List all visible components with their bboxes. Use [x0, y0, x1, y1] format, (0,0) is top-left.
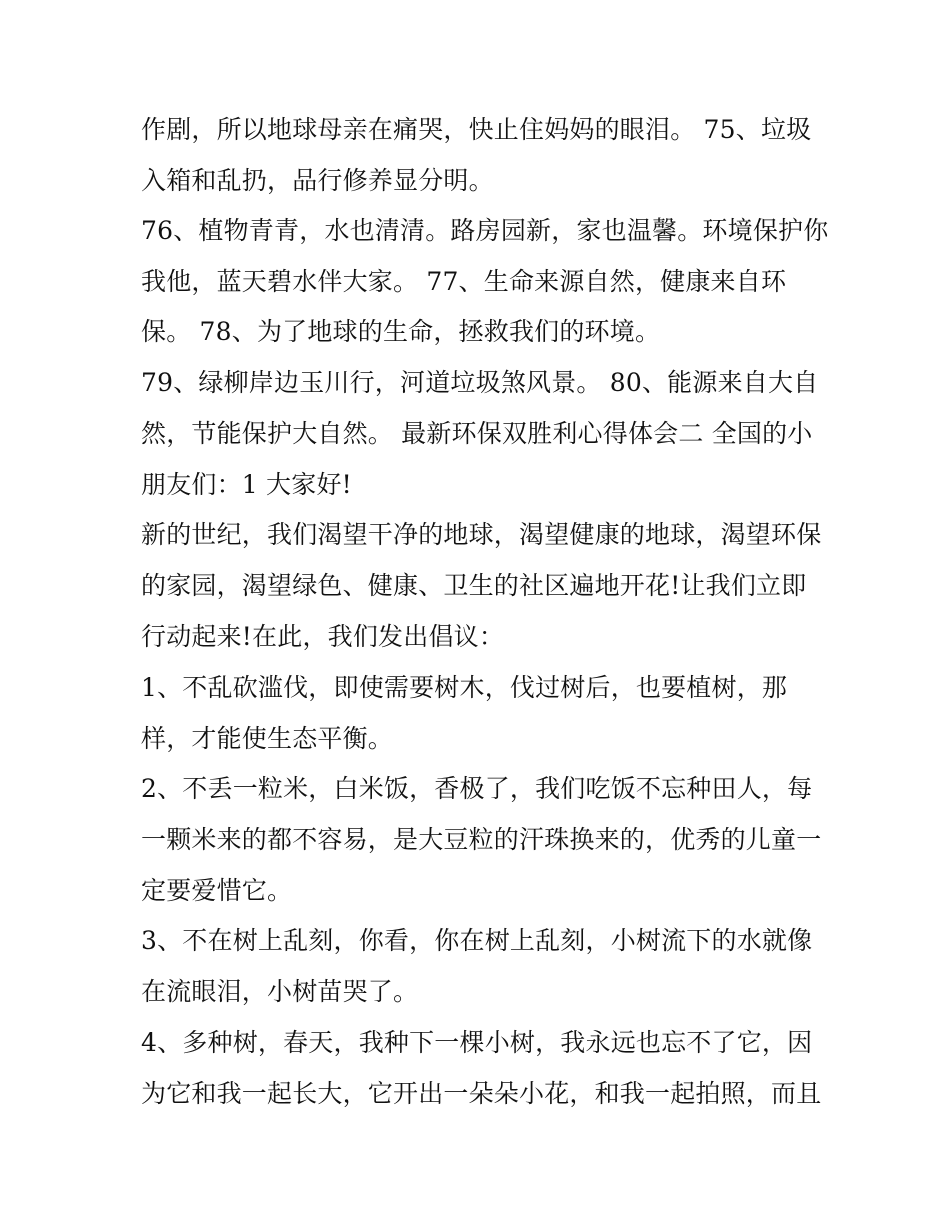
text-line: 我他，蓝天碧水伴大家。 77、生命来源自然，健康来自环: [141, 267, 787, 296]
text-line: 的家园，渴望绿色、健康、卫生的社区遍地开花!让我们立即: [141, 571, 807, 600]
text-line: 3、不在树上乱刻，你看，你在树上乱刻，小树流下的水就像: [141, 926, 813, 955]
text-line: 入箱和乱扔，品行修养显分明。: [141, 166, 494, 195]
text-line: 为它和我一起长大，它开出一朵朵小花，和我一起拍照，而且: [141, 1079, 822, 1108]
text-line: 新的世纪，我们渴望干净的地球，渴望健康的地球，渴望环保: [141, 520, 822, 549]
text-line: 76、植物青青，水也清清。路房园新，家也温馨。环境保护你: [141, 216, 829, 245]
text-line: 1、不乱砍滥伐，即使需要树木，伐过树后，也要植树，那: [141, 673, 788, 702]
text-line: 保。 78、为了地球的生命，拯救我们的环境。: [141, 317, 661, 346]
text-line: 作剧，所以地球母亲在痛哭，快止住妈妈的眼泪。 75、垃圾: [141, 115, 812, 144]
text-line: 一颗米来的都不容易，是大豆粒的汗珠换来的，优秀的儿童一: [141, 825, 822, 854]
text-line: 然，节能保护大自然。 最新环保双胜利心得体会二 全国的小: [141, 419, 813, 448]
text-line: 朋友们：1 大家好!: [141, 470, 352, 499]
text-line: 行动起来!在此，我们发出倡议：: [141, 622, 505, 651]
text-line: 79、绿柳岸边玉川行，河道垃圾煞风景。 80、能源来自大自: [141, 368, 819, 397]
text-line: 2、不丢一粒米，白米饭，香极了，我们吃饭不忘种田人，每: [141, 774, 813, 803]
text-line: 4、多种树，春天，我种下一棵小树，我永远也忘不了它，因: [141, 1028, 813, 1057]
text-line: 样，才能使生态平衡。: [141, 724, 394, 753]
text-line: 定要爱惜它。: [141, 876, 293, 905]
text-line: 在流眼泪，小树苗哭了。: [141, 977, 419, 1006]
